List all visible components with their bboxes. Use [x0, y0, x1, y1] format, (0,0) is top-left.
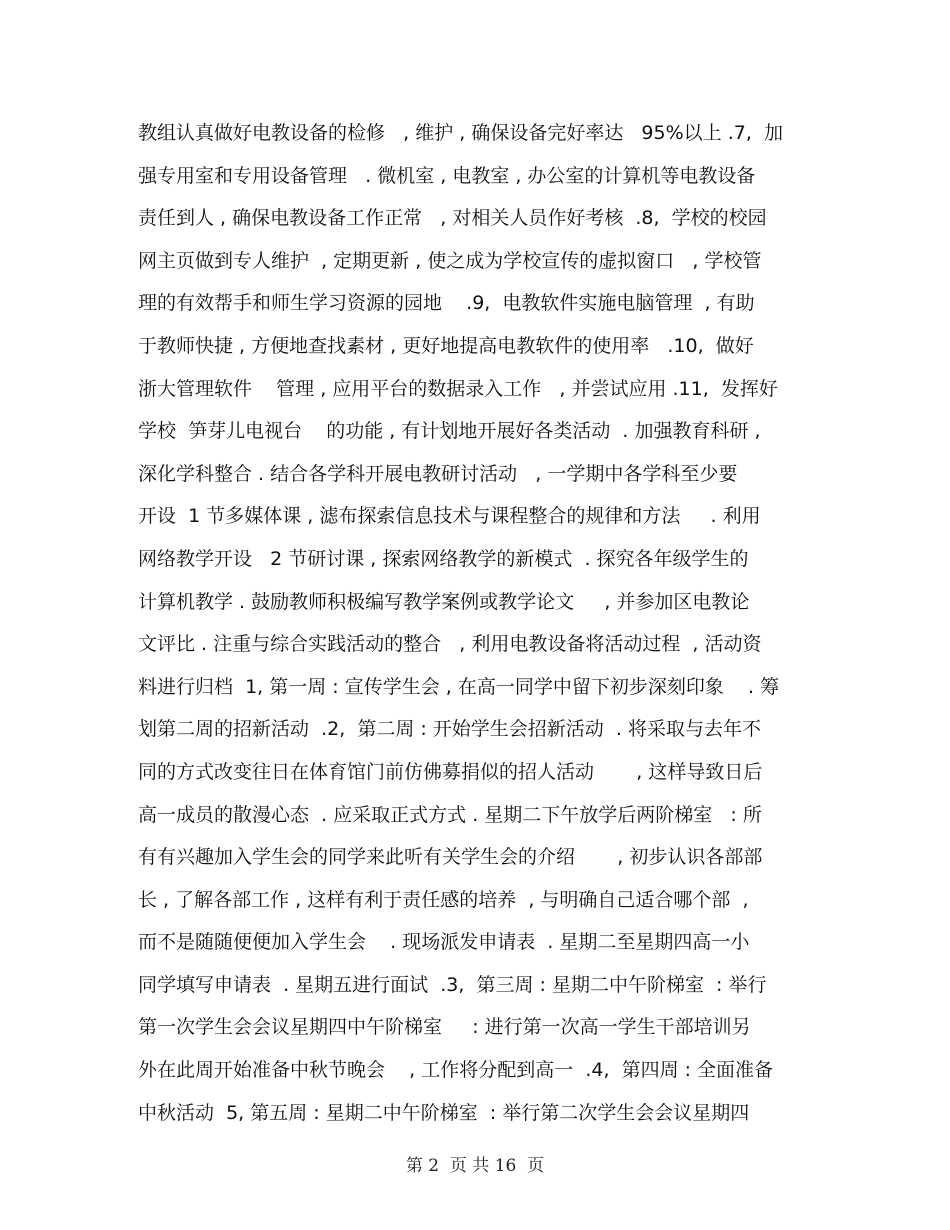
- text-line: 长 , 了解各部工作 , 这样有利于责任感的培养 , 与明确自己适合哪个部 ,: [138, 888, 749, 911]
- text-line: 网主页做到专人维护 , 定期更新 , 使之成为学校宣传的虚拟窗口 , 学校管: [138, 249, 762, 272]
- text-line: 而不是随随便便加入学生会 . 现场派发申请表 . 星期二至星期四高一小: [138, 931, 750, 954]
- text-line: 第一次学生会会议星期四中午阶梯室 : 进行第一次高一学生干部培训另: [138, 1016, 751, 1039]
- text-line: 有有兴趣加入学生会的同学来此听有关学生会的介绍 , 初步认识各部部: [138, 846, 763, 869]
- text-line: 高一成员的散漫心态 . 应采取正式方式 . 星期二下午放学后两阶梯室 : 所: [138, 803, 762, 826]
- text-line: 于教师快捷 , 方便地查找素材 , 更好地提高电教软件的使用率 .10, 做好: [138, 334, 754, 357]
- text-line: 责任到人 , 确保电教设备工作正常 , 对相关人员作好考核 .8, 学校的校园: [138, 207, 767, 230]
- text-line: 学校 笋芽儿电视台 的功能 , 有计划地开展好各类活动 . 加强教育科研 ,: [138, 420, 761, 443]
- text-line: 同的方式改变往日在体育馆门前仿佛募捐似的招人活动 , 这样导致日后: [138, 760, 763, 783]
- text-line: 料进行归档 1, 第一周 : 宣传学生会 , 在高一同学中留下初步深刻印象 . 筹: [138, 675, 780, 698]
- text-line: 浙大管理软件 管理 , 应用平台的数据录入工作 , 并尝试应用 .11, 发挥好: [138, 377, 778, 400]
- text-line: 同学填写申请表 . 星期五进行面试 .3, 第三周 : 星期二中午阶梯室 : 举行: [138, 973, 767, 996]
- text-line: 强专用室和专用设备管理 . 微机室 , 电教室 , 办公室的计算机等电教设备: [138, 164, 756, 187]
- text-line: 理的有效帮手和师生学习资源的园地 .9, 电教软件实施电脑管理 , 有助: [138, 292, 755, 315]
- page-number-footer: 第 2 页 共 16 页: [405, 1156, 545, 1176]
- text-line: 开设 1 节多媒体课 , 滤布探索信息技术与课程整合的规律和方法 . 利用: [138, 505, 761, 528]
- document-body: [138, 112, 818, 1134]
- text-line: 教组认真做好电教设备的检修 , 维护 , 确保设备完好率达 95%以上 .7, 加: [138, 122, 783, 144]
- text-line: 外在此周开始准备中秋节晚会 , 工作将分配到高一 .4, 第四周 : 全面准备: [138, 1059, 774, 1082]
- text-line: 深化学科整合 . 结合各学科开展电教研讨活动 , 一学期中各学科至少要: [138, 462, 738, 485]
- text-line: 中秋活动 5, 第五周 : 星期二中午阶梯室 : 举行第二次学生会会议星期四: [138, 1101, 750, 1124]
- text-line: 划第二周的招新活动 .2, 第二周 : 开始学生会招新活动 . 将采取与去年不: [138, 718, 761, 741]
- text-line: 计算机教学 . 鼓励教师积极编写教学案例或教学论文 , 并参加区电教论: [138, 590, 750, 613]
- text-line: 文评比 . 注重与综合实践活动的整合 , 利用电教设备将活动过程 , 活动资: [138, 633, 762, 656]
- text-line: 网络教学开设 2 节研讨课 , 探索网络教学的新模式 . 探究各年级学生的: [138, 547, 749, 570]
